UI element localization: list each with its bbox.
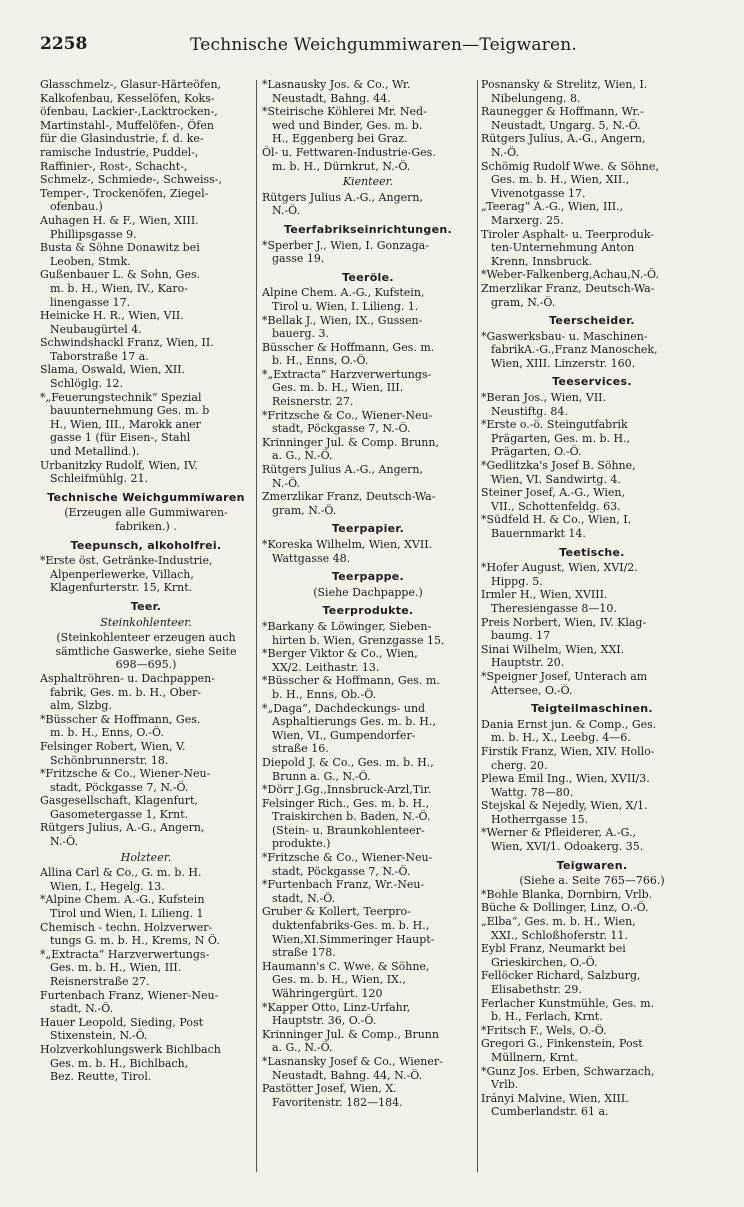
section-heading: Teer. [130, 599, 162, 613]
entry-line: „Elba“, Ges. m. b. H., Wien, [481, 915, 636, 929]
entry-continuation: Ges. m. b. H., Bichlbach, [50, 1056, 189, 1070]
entry-line: Gregori G., Finkenstein, Post [481, 1037, 643, 1051]
entry-continuation: Wien, VI., Gumpendorfer- [272, 728, 416, 742]
entry-continuation: bauunternehmung Ges. m. b [50, 404, 210, 418]
entry-continuation: Währingergürt. 120 [272, 987, 383, 1000]
entry-continuation: Wattgasse 48. [272, 551, 351, 565]
entry-continuation: Hotherrgasse 15. [491, 812, 589, 826]
entry-line: Rütgers Julius A.-G., Angern, [262, 190, 423, 204]
section-note: fabriken.) . [115, 520, 177, 533]
entry-continuation: a. G., N.-Ö. [272, 449, 333, 463]
entry-line: Felsinger Robert, Wien, V. [40, 739, 186, 753]
entry-line: Rütgers Julius A.-G., Angern, [262, 463, 423, 477]
entry-continuation: baumg. 17 [491, 629, 551, 643]
entry-line: *„Daga“, Dachdeckungs- und [262, 701, 426, 715]
entry-line: Gasgesellschaft, Klagenfurt, [40, 794, 198, 808]
entry-continuation: Wien, VI. Sandwirtg. 4. [491, 472, 621, 486]
entry-line: Zmerzlikar Franz, Deutsch-Wa- [262, 490, 436, 504]
entry-line: *Beran Jos., Wien, VII. [481, 391, 607, 405]
entry-continuation: Hauptstr. 20. [491, 656, 565, 670]
entry-continuation: Wattg. 78—80. [491, 785, 574, 799]
entry-continuation: a. G., N.-Ö. [272, 1041, 333, 1055]
entry-continuation: linengasse 17. [50, 295, 131, 309]
entry-line: Rütgers Julius, A.-G., Angern, [481, 132, 646, 146]
entry-line: Eybl Franz, Neumarkt bei [481, 942, 626, 956]
entry-continuation: gasse 1 (für Eisen-, Stahl [50, 431, 191, 445]
entry-continuation: H., Eggenberg bei Graz. [272, 132, 408, 146]
entry-continuation: straße 178. [272, 946, 336, 960]
entry-line: Urbanitzky Rudolf, Wien, IV. [40, 458, 198, 472]
entry-continuation: Schleifmühlg. 21. [50, 472, 149, 486]
entry-line: *Sperber J., Wien, I. Gonzaga- [262, 238, 429, 252]
entry-continuation: und Metallind.). [50, 445, 140, 459]
entry-continuation: Klagenfurterstr. 15, Krnt. [50, 581, 193, 595]
entry-continuation: Wien, I., Hegelg. 13. [50, 879, 165, 893]
entry-line: *Lasnausky Jos. & Co., Wr. [262, 78, 411, 91]
entry-line: Slama, Oswald, Wien, XII. [40, 363, 186, 377]
section-note: (Siehe a. Seite 765—766.) [519, 874, 665, 888]
entry-line: Stejskal & Nejedly, Wien, X/1. [481, 799, 648, 813]
entry-continuation: produkte.) [272, 837, 331, 851]
column-left [40, 78, 252, 1084]
entry-line: Ferlacher Kunstmühle, Ges. m. [481, 996, 655, 1010]
entry-continuation: stadt, Pöckgasse 7, N.-Ö. [272, 864, 411, 878]
entry-continuation: Hippg. 5. [491, 574, 543, 588]
entry-continuation: tungs G. m. b. H., Krems, N Ö. [50, 934, 220, 948]
entry-continuation: N.-Ö. [50, 835, 79, 849]
page-number: 2258 [40, 34, 88, 54]
entry-line: Gußenbauer L. & Sohn, Ges. [40, 268, 201, 282]
entry-line: Zmerzlikar Franz, Deutsch-Wa- [481, 281, 655, 295]
entry-line: Diepold J. & Co., Ges. m. b. H., [262, 755, 434, 769]
subsection-heading: Steinkohlenteer. [100, 615, 192, 629]
entry-continuation: Cumberlandstr. 61 a. [491, 1105, 609, 1119]
entry-continuation: Bez. Reutte, Tirol. [50, 1070, 152, 1084]
entry-line: *Lasnansky Josef & Co., Wiener- [262, 1054, 443, 1068]
entry-continuation: Alpenperlewerke, Villach, [50, 567, 194, 581]
column-right [481, 78, 703, 1119]
entry-continuation: Marxerg. 25. [491, 213, 564, 227]
entry-line: *Erste o.-ö. Steingutfabrik [481, 418, 628, 432]
entry-continuation: Wien,XI.Simmeringer Haupt- [272, 932, 435, 946]
entry-line: *Gedlitzka's Josef B. Söhne, [481, 459, 636, 473]
entry-continuation: Ges. m. b. H., Wien, XII., [491, 173, 630, 187]
entry-line: Büsscher & Hoffmann, Ges. m. [262, 340, 435, 354]
entry-continuation: ofenbau.) [50, 200, 103, 214]
entry-line: *Fritzsche & Co., Wiener-Neu- [40, 767, 211, 781]
entry-continuation: Krenn, Innsbruck. [491, 254, 593, 268]
entry-line: *Weber-Falkenberg,Achau,N.-Ö. [481, 268, 659, 282]
entry-continuation: Traiskirchen b. Baden, N.-Ö. [272, 810, 431, 824]
entry-continuation: H., Wien, III., Marokk aner [50, 417, 201, 431]
entry-continuation: N.-Ö. [272, 476, 301, 490]
entry-line: Rütgers Julius, A.-G., Angern, [40, 821, 205, 835]
entry-continuation: Vivenotgasse 17. [491, 186, 586, 200]
entry-line: *Barkany & Löwinger, Sieben- [262, 619, 432, 633]
entry-continuation: Ges. m. b. H., Wien, III. [50, 961, 182, 975]
entry-line: *„Feuerungstechnik“ Spezial [40, 390, 202, 404]
entry-continuation: Tirol und Wien, I. Lilieng. 1 [50, 907, 204, 921]
entry-continuation: Bauernmarkt 14. [491, 527, 586, 540]
column-middle [262, 78, 474, 1109]
entry-line: Schömig Rudolf Wwe. & Söhne, [481, 159, 659, 173]
entry-continuation: Schönbrunnerstr. 18. [50, 753, 169, 767]
entry-line: Sinai Wilhelm, Wien, XXI. [481, 642, 625, 656]
entry-line: Raffinier-, Rost-, Schacht-, [40, 159, 188, 173]
entry-continuation: ten-Unternehmung Anton [491, 241, 635, 255]
entry-line: *Werner & Pfleiderer, A.-G., [481, 826, 636, 840]
entry-line: Plewa Emil Ing., Wien, XVII/3. [481, 772, 650, 786]
entry-line: „Teerag“ A.-G., Wien, III., [481, 200, 624, 214]
section-heading: Teerprodukte. [322, 604, 414, 618]
entry-line: Busta & Söhne Donawitz bei [40, 241, 200, 255]
entry-line: *Berger Viktor & Co., Wien, [262, 647, 418, 661]
entry-continuation: Neubaugürtel 4. [50, 322, 142, 336]
entry-continuation: N.-Ö. [491, 145, 520, 159]
entry-line: Temper-, Trockenöfen, Ziegel- [40, 186, 209, 200]
section-heading: Teigteilmaschinen. [531, 702, 653, 716]
section-heading: Teeröle. [342, 270, 394, 284]
entry-line: *Gaswerksbau- u. Maschinen- [481, 329, 648, 343]
entry-line: *„Extracta“ Harzverwertungs- [262, 367, 432, 381]
entry-line: *„Extracta“ Harzverwertungs- [40, 947, 210, 961]
entry-line: Preis Norbert, Wien, IV. Klag- [481, 615, 647, 629]
entry-line: Steiner Josef, A.-G., Wien, [481, 486, 625, 500]
page-title: Technische Weichgummiwaren—Teigwaren. [190, 35, 578, 55]
entry-line: Furtenbach Franz, Wiener-Neu- [40, 988, 219, 1002]
entry-continuation: bauerg. 3. [272, 327, 329, 341]
entry-line: *Alpine Chem. A.-G., Kufstein [40, 893, 205, 907]
entry-continuation: straße 16. [272, 742, 329, 756]
entry-continuation: wed und Binder, Ges. m. b. [272, 118, 423, 132]
entry-continuation: Neustadt, Ungarg. 5, N.-Ö. [491, 118, 641, 132]
entry-line: Martinstahl-, Muffelöfen-, Öfen [40, 118, 214, 132]
entry-line: *Gunz Jos. Erben, Schwarzach, [481, 1064, 655, 1078]
entry-line: Büche & Dollinger, Linz, O.-Ö. [481, 901, 649, 915]
entry-line: Gruber & Kollert, Teerpro- [262, 905, 411, 919]
entry-continuation: duktenfabriks-Ges. m. b. H., [272, 919, 430, 933]
entry-continuation: Reisnerstr. 27. [272, 395, 354, 409]
entry-line: *Büsscher & Hoffmann, Ges. [40, 712, 201, 726]
entry-line: *Fritsch F., Wels, O.-Ö. [481, 1023, 607, 1037]
entry-continuation: gasse 19. [272, 252, 325, 266]
entry-line: ramische Industrie, Puddel-, [40, 145, 199, 159]
entry-line: *Hofer August, Wien, XVI/2. [481, 561, 638, 575]
entry-line: Glasschmelz-, Glasur-Härteöfen, [40, 78, 222, 91]
entry-line: *Kapper Otto, Linz-Urfahr, [262, 1000, 411, 1014]
entry-continuation: alm, Slzbg. [50, 699, 112, 713]
entry-line: *Furtenbach Franz, Wr.-Neu- [262, 878, 425, 892]
entry-line: *Südfeld H. & Co., Wien, I. [481, 513, 632, 527]
entry-line: Felsinger Rich., Ges. m. b. H., [262, 796, 430, 810]
entry-line: Kalkofenbau, Kesselöfen, Koks- [40, 91, 215, 105]
entry-line: Irmler H., Wien, XVIII. [481, 588, 608, 602]
entry-continuation: Gasometergasse 1, Krnt. [50, 807, 189, 821]
entry-continuation: m. b. H., Enns, O.-Ö. [50, 726, 164, 740]
entry-continuation: Reisnerstraße 27. [50, 975, 150, 988]
entry-continuation: Leoben, Stmk. [50, 254, 131, 268]
entry-continuation: gram, N.-Ö. [272, 503, 337, 517]
entry-continuation: stadt, N.-Ö. [272, 891, 336, 905]
entry-continuation: Müllnern, Krnt. [491, 1050, 578, 1064]
section-note: (Erzeugen alle Gummiwaren- [64, 506, 228, 520]
entry-continuation: stadt, Pöckgasse 7, N.-Ö. [272, 422, 411, 436]
entry-continuation: Schlöglg. 12. [50, 377, 124, 391]
entry-line: *Dörr J.Gg.,Innsbruck-Arzl,Tir. [262, 783, 432, 797]
entry-line: *Fritzsche & Co., Wiener-Neu- [262, 851, 433, 865]
column-divider [256, 80, 257, 1172]
entry-line: Schmelz-, Schmiede-, Schweiss-, [40, 173, 222, 187]
entry-continuation: Theresiengasse 8—10. [491, 601, 617, 615]
entry-line: Raunegger & Hoffmann, Wr.- [481, 105, 644, 119]
entry-continuation: m. b. H., Wien, IV., Karo- [50, 281, 188, 295]
entry-continuation: N.-Ö. [272, 204, 301, 218]
entry-line: *Speigner Josef, Unterach am [481, 669, 648, 683]
entry-continuation: Neustadt, Bahng. 44. [272, 91, 391, 105]
entry-continuation: Hauptstr. 36, O.-Ö. [272, 1014, 377, 1028]
entry-continuation: Grieskirchen, O.-Ö. [491, 955, 598, 969]
entry-continuation: b. H., Enns, O.-Ö. [272, 354, 369, 368]
entry-line: Fellöcker Richard, Salzburg, [481, 969, 641, 983]
entry-continuation: VII., Schottenfeldg. 63. [491, 499, 621, 513]
entry-continuation: Neustadt, Bahng. 44, N.-Ö. [272, 1068, 423, 1082]
subsection-heading: Holzteer. [120, 850, 172, 864]
section-note: (Siehe Dachpappe.) [313, 585, 423, 599]
entry-continuation: Brunn a. G., N.-Ö. [272, 769, 371, 783]
entry-line: *Koreska Wilhelm, Wien, XVII. [262, 538, 433, 551]
entry-continuation: Ges. m. b. H., Wien, IX., [272, 973, 406, 987]
entry-continuation: (Stein- u. Braunkohlenteer- [272, 823, 425, 837]
entry-line: Tiroler Asphalt- u. Teerproduk- [481, 227, 655, 241]
entry-continuation: Neustiftg. 84. [491, 404, 568, 418]
entry-continuation: cherg. 20. [491, 758, 548, 772]
entry-line: Auhagen H. & F., Wien, XIII. [40, 213, 199, 227]
entry-line: Chemisch - techn. Holzverwer- [40, 920, 213, 934]
subsection-heading: Kienteer. [342, 175, 394, 189]
section-heading: Teeservices. [552, 375, 632, 389]
entry-line: Alpine Chem. A.-G., Kufstein, [262, 286, 425, 300]
section-heading: Technische Weichgummiwaren [47, 490, 245, 504]
entry-continuation: Wien, XVI/1. Odoakerg. 35. [491, 840, 644, 854]
entry-line: Firstik Franz, Wien, XIV. Hollo- [481, 744, 655, 758]
section-heading: Teerpapier. [331, 522, 405, 536]
entry-line: *Bohle Blanka, Dornbirn, Vrlb. [481, 887, 653, 901]
entry-continuation: Stixenstein, N.-Ö. [50, 1029, 148, 1043]
entry-continuation: fabrik, Ges. m. b. H., Ober- [50, 685, 202, 699]
entry-continuation: stadt, Pöckgasse 7, N.-Ö. [50, 780, 189, 794]
section-heading: Teetische. [559, 545, 625, 559]
entry-continuation: Attersee, O.-Ö. [491, 683, 573, 697]
section-note: (Steinkohlenteer erzeugen auch [56, 631, 236, 645]
entry-continuation: Ges. m. b. H., Wien, III. [272, 381, 404, 395]
entry-continuation: stadt, N.-Ö. [50, 1002, 114, 1016]
entry-continuation: Vrlb. [491, 1078, 519, 1092]
section-heading: Teigwaren. [556, 858, 628, 872]
entry-continuation: m. b. H., X., Leebg. 4—6. [491, 731, 631, 745]
section-heading: Teepunsch, alkoholfrei. [70, 538, 222, 552]
entry-line: *Steirische Köhlerei Mr. Ned- [262, 105, 427, 119]
entry-continuation: Wien, XIII. Linzerstr. 160. [491, 356, 636, 370]
entry-continuation: fabrikA.-G.,Franz Manoschek, [491, 343, 658, 357]
entry-line: Krinninger Jul. & Comp. Brunn, [262, 435, 439, 449]
entry-continuation: Phillipsgasse 9. [50, 227, 137, 241]
entry-continuation: Taborstraße 17 a. [50, 349, 149, 363]
entry-continuation: hirten b. Wien, Grenzgasse 15. [272, 633, 445, 647]
entry-continuation: m. b. H., Dürnkrut, N.-Ö. [272, 159, 411, 173]
entry-continuation: Favoritenstr. 182—184. [272, 1095, 403, 1109]
entry-line: öfenbau, Lackier-,Lacktrocken-, [40, 105, 218, 119]
entry-line: *Büsscher & Hoffmann, Ges. m. [262, 674, 440, 688]
entry-line: Hauer Leopold, Sieding, Post [40, 1015, 204, 1029]
entry-line: *Erste öst. Getränke-Industrie, [40, 554, 213, 568]
entry-line: Holzverkohlungswerk Bichlbach [40, 1042, 221, 1056]
entry-line: Posnansky & Strelitz, Wien, I. [481, 78, 648, 91]
entry-line: *Bellak J., Wien, IX., Gussen- [262, 313, 423, 327]
entry-line: *Fritzsche & Co., Wiener-Neu- [262, 408, 433, 422]
column-divider [477, 80, 478, 1172]
entry-continuation: Prägarten, Ges. m. b. H., [491, 431, 631, 445]
entry-continuation: Nibelungeng. 8. [491, 91, 581, 105]
entry-line: Allina Carl & Co., G. m. b. H. [40, 866, 202, 880]
entry-line: Dania Ernst jun. & Comp., Ges. [481, 717, 657, 731]
entry-continuation: Tirol u. Wien, I. Lilieng. 1. [272, 299, 419, 313]
entry-line: Heinicke H. R., Wien, VII. [40, 309, 184, 323]
page-header [40, 34, 710, 66]
entry-line: Irányi Malvine, Wien, XIII. [481, 1091, 629, 1105]
section-note: 698—695.) [115, 658, 177, 672]
entry-continuation: XXI., Schloßhoferstr. 11. [491, 928, 628, 942]
section-heading: Teerscheider. [549, 314, 635, 328]
entry-continuation: XX/2. Leithastr. 13. [272, 660, 380, 674]
entry-line: Schwindshackl Franz, Wien, II. [40, 336, 214, 350]
section-heading: Teerfabrikseinrichtungen. [284, 222, 452, 236]
section-note: sämtliche Gaswerke, siehe Seite [55, 644, 237, 658]
entry-line: Haumann's C. Wwe. & Söhne, [262, 959, 430, 973]
entry-continuation: b. H., Ferlach, Krnt. [491, 1010, 603, 1024]
entry-line: Asphaltröhren- u. Dachpappen- [40, 671, 215, 685]
section-heading: Teerpappe. [331, 570, 405, 584]
entry-continuation: b. H., Enns, Ob.-Ö. [272, 687, 377, 701]
entry-line: für die Glasindustrie, f. d. ke- [40, 132, 204, 146]
entry-continuation: gram, N.-Ö. [491, 295, 556, 309]
entry-line: Pastötter Josef, Wien, X. [262, 1082, 397, 1096]
entry-continuation: Prägarten, O.-Ö. [491, 445, 582, 459]
entry-line: Öl- u. Fettwaren-Industrie-Ges. [262, 145, 436, 159]
entry-continuation: Asphaltierungs Ges. m. b. H., [272, 715, 436, 729]
entry-continuation: Elisabethstr. 29. [491, 983, 582, 996]
entry-line: Krinninger Jul. & Comp., Brunn [262, 1027, 439, 1041]
